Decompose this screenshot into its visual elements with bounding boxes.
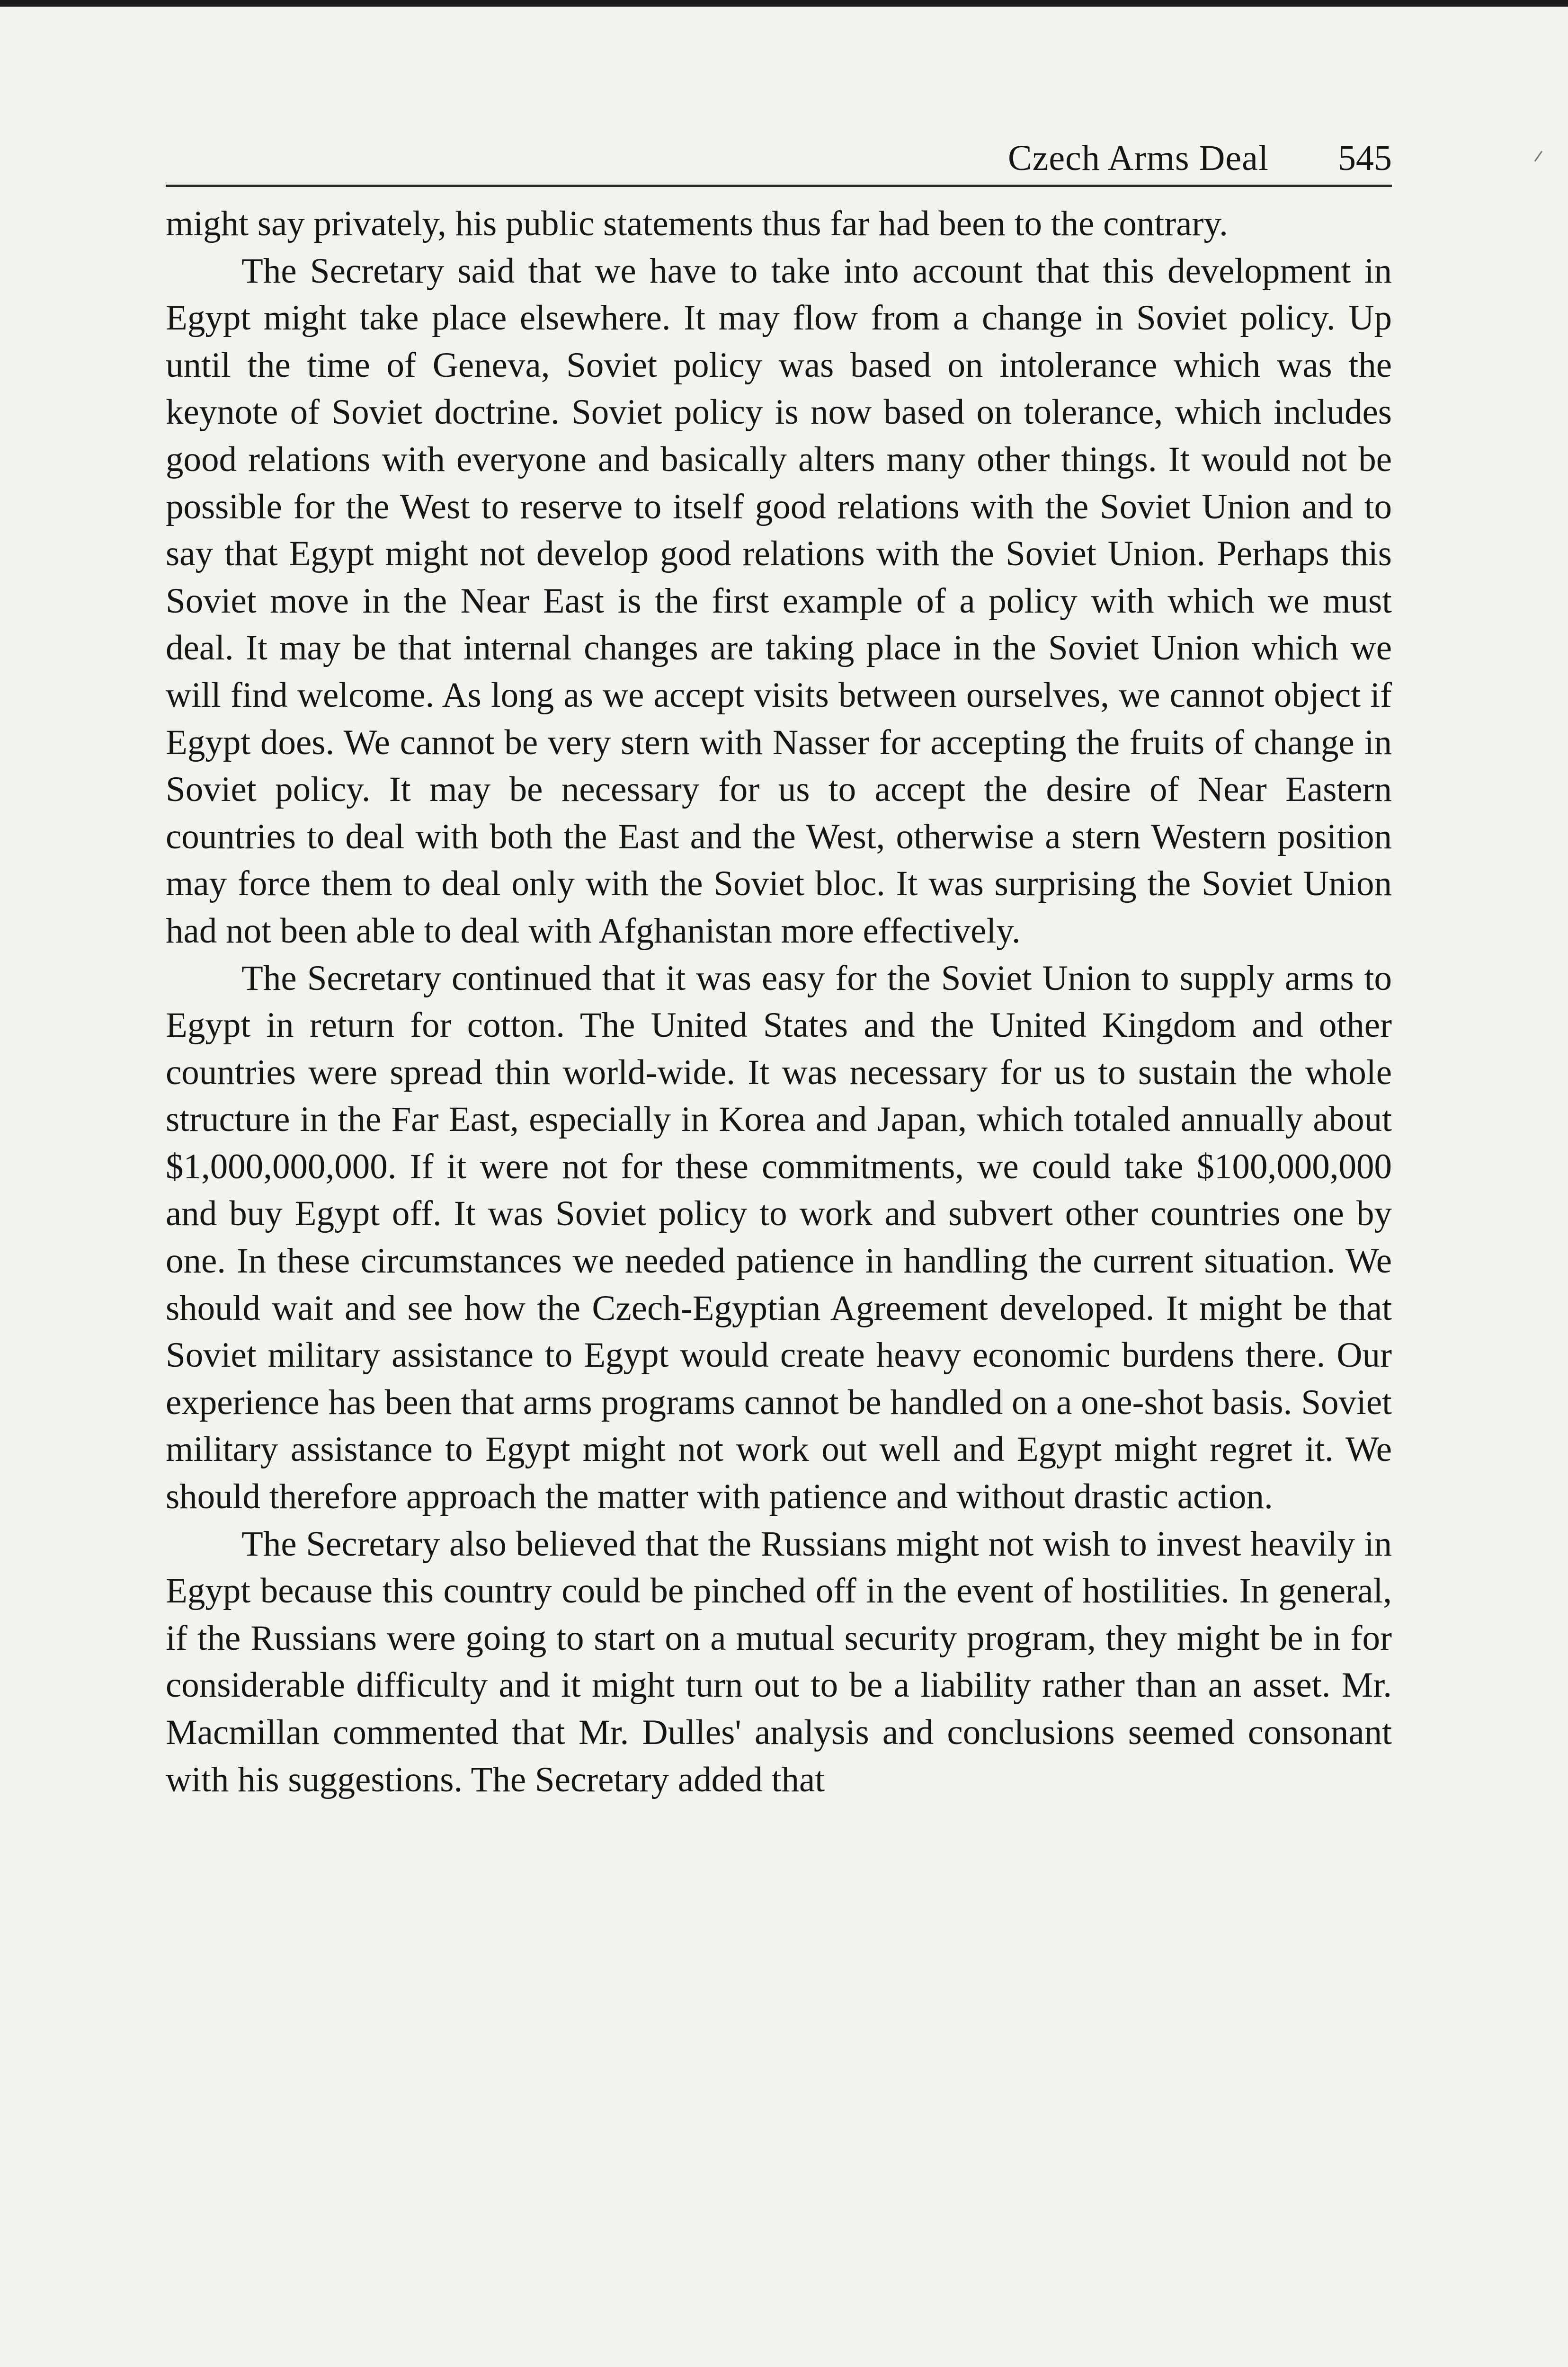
running-header bbox=[166, 118, 1392, 187]
body-text bbox=[166, 200, 1392, 1803]
paragraph: The Secretary continued that it was easy for the Soviet Union to supply arms to Egypt in return for cotton. The United States and the United Kingdom and other countries were spread thin world-wide. It was necessary for us to sustain the whole structure in the Far East, especially in Korea and Japan, which totaled annually about $1,000,000,000. If it were not for these commitments, we could take $100,000,000 and buy Egypt off. It was Soviet policy to work and subvert other countries one by one. In these circumstances we needed patience in handling the current situation. We should wait and see how the Czech-Egyptian Agreement developed. It might be that Soviet military assistance to Egypt would create heavy economic burdens there. Our experience has been that arms programs cannot be handled on a one-shot basis. Soviet military assistance to Egypt might not work out well and Egypt might regret it. We should therefore approach the matter with patience and without drastic action. bbox=[166, 958, 1392, 1517]
running-header-title: Czech Arms Deal bbox=[1007, 138, 1269, 178]
paragraph-continuation: might say privately, his public statements thus far had been to the contrary. bbox=[166, 204, 1228, 243]
paragraph: The Secretary said that we have to take into account that this development in Egypt might take place elsewhere. It may flow from a change in Soviet policy. Up until the time of Geneva, Soviet policy was based on intolerance which was the keynote of Soviet doctrine. Soviet policy is now based on tolerance, which includes good relations with everyone and basically alters many other things. It would not be possible for the West to reserve to itself good relations with the Soviet Union and to say that Egypt might not develop good relations with the Soviet Union. Perhaps this Soviet move in the Near East is the first example of a policy with which we must deal. It may be that internal changes are taking place in the Soviet Union which we will find welcome. As long as we accept visits between ourselves, we cannot object if Egypt does. We cannot be very stern with Nasser for accepting the fruits of change in Soviet policy. It may be necessary for us to accept the desire of Near Eastern countries to deal with both the East and the West, otherwise a stern Western position may force them to deal only with the Soviet bloc. It was surprising the Soviet Union had not been able to deal with Afghanistan more effectively. bbox=[166, 251, 1392, 951]
page-number: 545 bbox=[1338, 138, 1392, 178]
margin-pencil-mark bbox=[1534, 151, 1547, 165]
document-page bbox=[166, 118, 1392, 1803]
scan-top-border bbox=[0, 0, 1568, 7]
paragraph: The Secretary also believed that the Russians might not wish to invest heavily in Egypt because this country could be pinched off in the event of hostilities. In general, if the Russians were going to start on a mutual security program, they might be in for considerable difficulty and it might turn out to be a liability rather than an asset. Mr. Macmillan commented that Mr. Dulles' analysis and conclusions seemed consonant with his suggestions. The Secretary added that bbox=[166, 1524, 1392, 1799]
